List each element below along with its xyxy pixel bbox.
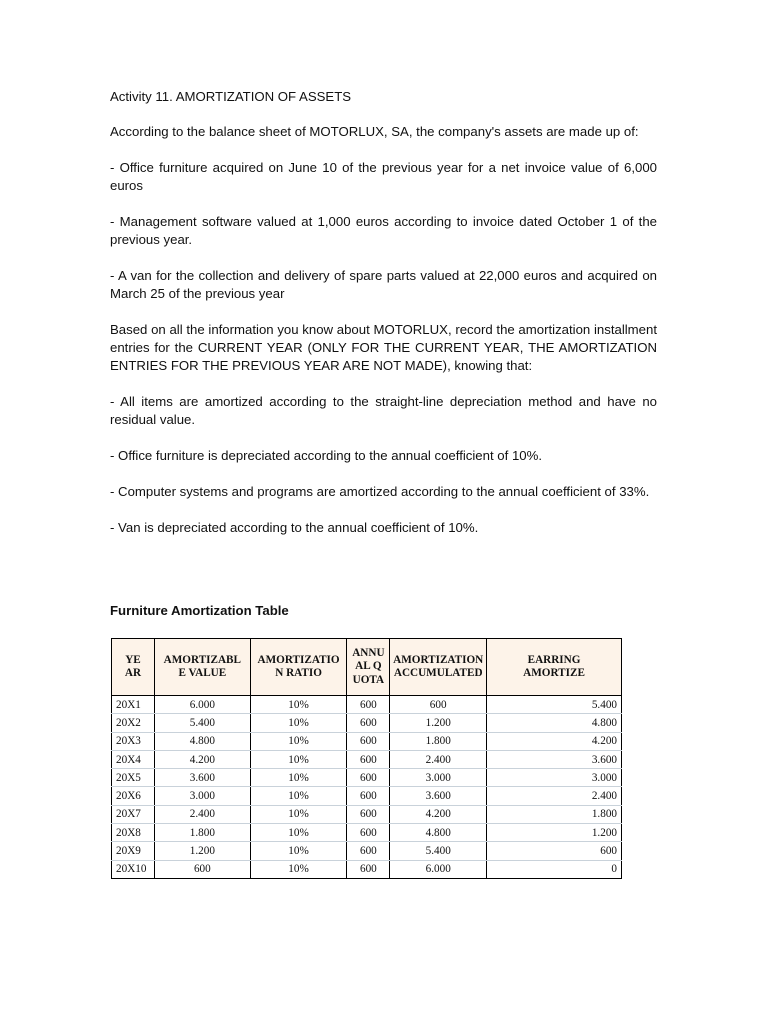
cell-amortization-accumulated: 600 (390, 696, 487, 714)
table-row (112, 842, 622, 860)
table-row (112, 824, 622, 842)
cell-amortization-ratio: 10% (250, 805, 347, 823)
cell-annual-quota: 600 (347, 787, 390, 805)
cell-annual-quota: 600 (347, 696, 390, 714)
cell-year: 20X7 (112, 805, 155, 823)
table-row (112, 787, 622, 805)
cell-amortizable-value: 1.200 (154, 842, 250, 860)
header-annual-quota: ANNUAL QUOTA (347, 639, 390, 696)
activity-title: Activity 11. AMORTIZATION OF ASSETS (110, 89, 352, 104)
cell-amortizable-value: 4.200 (154, 750, 250, 768)
cell-annual-quota: 600 (347, 732, 390, 750)
paragraph-van: - A van for the collection and delivery of spare parts valued at 22,000 euros and acquired on March 25 of the previous year (110, 268, 657, 301)
header-amortizable-value: AMORTIZABLE VALUE (154, 639, 250, 696)
cell-year: 20X10 (112, 860, 155, 878)
cell-annual-quota: 600 (347, 860, 390, 878)
table-row (112, 732, 622, 750)
cell-amortization-ratio: 10% (250, 769, 347, 787)
cell-annual-quota: 600 (347, 750, 390, 768)
cell-year: 20X2 (112, 714, 155, 732)
table-header-row (112, 639, 622, 696)
cell-earring-amortize: 1.800 (487, 805, 622, 823)
header-amortization-ratio: AMORTIZATION RATIO (250, 639, 347, 696)
cell-earring-amortize: 0 (487, 860, 622, 878)
cell-amortization-ratio: 10% (250, 787, 347, 805)
cell-annual-quota: 600 (347, 805, 390, 823)
cell-amortizable-value: 3.000 (154, 787, 250, 805)
header-year: YEAR (112, 639, 155, 696)
cell-earring-amortize: 2.400 (487, 787, 622, 805)
paragraph-instructions: Based on all the information you know about MOTORLUX, record the amortization installment entries for the CURRENT YEAR (ONLY FOR THE CURRENT YEAR, THE AMORTIZATION ENTRIES FOR THE PREVIOUS YEAR ARE NOT MADE), knowing that: (110, 322, 657, 373)
cell-amortization-accumulated: 4.200 (390, 805, 487, 823)
cell-annual-quota: 600 (347, 769, 390, 787)
paragraph-intro: According to the balance sheet of MOTORLUX, SA, the company's assets are made up of: (110, 124, 639, 139)
cell-amortization-ratio: 10% (250, 860, 347, 878)
table-row (112, 714, 622, 732)
cell-year: 20X5 (112, 769, 155, 787)
cell-amortization-accumulated: 1.200 (390, 714, 487, 732)
cell-amortization-accumulated: 1.800 (390, 732, 487, 750)
table-row (112, 769, 622, 787)
paragraph-computer-rate: - Computer systems and programs are amortized according to the annual coefficient of 33%. (110, 484, 650, 499)
cell-amortization-ratio: 10% (250, 732, 347, 750)
paragraph-software: - Management software valued at 1,000 euros according to invoice dated October 1 of the previous year. (110, 214, 657, 247)
cell-amortization-accumulated: 4.800 (390, 824, 487, 842)
cell-amortizable-value: 5.400 (154, 714, 250, 732)
cell-amortization-accumulated: 3.600 (390, 787, 487, 805)
cell-year: 20X4 (112, 750, 155, 768)
cell-amortizable-value: 6.000 (154, 696, 250, 714)
cell-year: 20X6 (112, 787, 155, 805)
cell-earring-amortize: 600 (487, 842, 622, 860)
cell-amortization-accumulated: 2.400 (390, 750, 487, 768)
cell-amortizable-value: 2.400 (154, 805, 250, 823)
cell-year: 20X8 (112, 824, 155, 842)
cell-amortization-accumulated: 6.000 (390, 860, 487, 878)
paragraph-furniture: - Office furniture acquired on June 10 of the previous year for a net invoice value of 6,000 euros (110, 160, 657, 193)
cell-earring-amortize: 4.200 (487, 732, 622, 750)
cell-annual-quota: 600 (347, 714, 390, 732)
cell-earring-amortize: 1.200 (487, 824, 622, 842)
cell-amortizable-value: 1.800 (154, 824, 250, 842)
cell-amortization-ratio: 10% (250, 842, 347, 860)
cell-earring-amortize: 4.800 (487, 714, 622, 732)
paragraph-furniture-rate: - Office furniture is depreciated according to the annual coefficient of 10%. (110, 448, 543, 463)
cell-amortization-accumulated: 3.000 (390, 769, 487, 787)
cell-amortizable-value: 600 (154, 860, 250, 878)
paragraph-van-rate: - Van is depreciated according to the annual coefficient of 10%. (110, 520, 479, 535)
table-row (112, 860, 622, 878)
cell-annual-quota: 600 (347, 842, 390, 860)
cell-amortization-ratio: 10% (250, 696, 347, 714)
cell-earring-amortize: 3.000 (487, 769, 622, 787)
cell-year: 20X1 (112, 696, 155, 714)
cell-amortization-ratio: 10% (250, 824, 347, 842)
cell-amortization-accumulated: 5.400 (390, 842, 487, 860)
cell-earring-amortize: 5.400 (487, 696, 622, 714)
cell-year: 20X3 (112, 732, 155, 750)
cell-amortizable-value: 4.800 (154, 732, 250, 750)
cell-year: 20X9 (112, 842, 155, 860)
cell-amortization-ratio: 10% (250, 714, 347, 732)
cell-amortizable-value: 3.600 (154, 769, 250, 787)
table-title: Furniture Amortization Table (110, 603, 289, 618)
paragraph-method: - All items are amortized according to the straight-line depreciation method and have no residual value. (110, 394, 657, 427)
cell-annual-quota: 600 (347, 824, 390, 842)
table-row (112, 696, 622, 714)
header-amortization-accumulated: AMORTIZATION ACCUMULATED (390, 639, 487, 696)
cell-amortization-ratio: 10% (250, 750, 347, 768)
header-earring-amortize: EARRING AMORTIZE (487, 639, 622, 696)
furniture-amortization-table (111, 638, 622, 879)
document-body (110, 88, 657, 555)
table-row (112, 805, 622, 823)
table-row (112, 750, 622, 768)
cell-earring-amortize: 3.600 (487, 750, 622, 768)
